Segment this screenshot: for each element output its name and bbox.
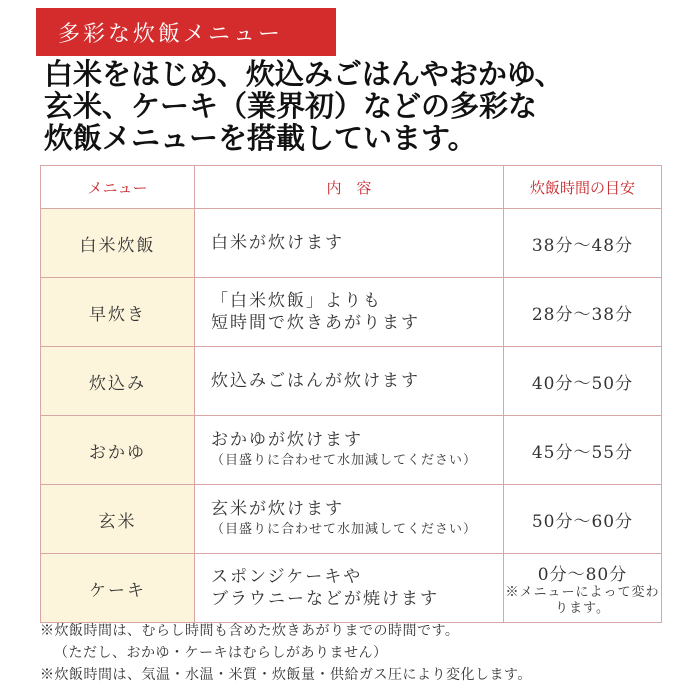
table-row — [41, 416, 662, 485]
content-sub: 短時間で炊きあがります — [211, 313, 420, 333]
menu-name: 炊込み — [41, 347, 195, 416]
table-row — [41, 278, 662, 347]
table-row — [41, 209, 662, 278]
footnotes — [40, 620, 690, 686]
content-sub: ブラウニーなどが焼けます — [211, 589, 439, 609]
headline-line: 玄米、ケーキ（業界初）などの多彩な — [44, 89, 538, 123]
menu-name: 玄米 — [41, 485, 195, 554]
menu-time: 38分～48分 — [504, 209, 662, 278]
header-time: 炊飯時間の目安 — [504, 166, 662, 209]
content-main: 玄米が炊けます — [211, 499, 344, 519]
headline — [44, 58, 684, 154]
menu-name: 早炊き — [41, 278, 195, 347]
time-note: ※メニューによって変わります。 — [505, 584, 660, 616]
content-sub: （目盛りに合わせて水加減してください） — [211, 522, 478, 537]
menu-name: ケーキ — [41, 554, 195, 623]
menu-content — [195, 554, 504, 623]
menu-content — [195, 209, 504, 278]
menu-name: おかゆ — [41, 416, 195, 485]
content-sub: （目盛りに合わせて水加減してください） — [211, 453, 478, 468]
menu-content — [195, 347, 504, 416]
table-row — [41, 347, 662, 416]
table-header-row — [41, 166, 662, 209]
headline-line: 炊飯メニューを搭載しています。 — [44, 121, 477, 155]
content-main: 炊込みごはんが炊けます — [211, 371, 420, 391]
table-row — [41, 554, 662, 623]
menu-time — [504, 554, 662, 623]
time-main: 0分～80分 — [537, 564, 628, 585]
banner-title: 多彩な炊飯メニュー — [58, 21, 284, 47]
menu-time: 50分～60分 — [504, 485, 662, 554]
content-main: 白米が炊けます — [211, 233, 344, 253]
content-main: スポンジケーキや — [211, 567, 363, 587]
menu-name: 白米炊飯 — [41, 209, 195, 278]
footnote: ※炊飯時間は、むらし時間も含めた炊きあがりまでの時間です。 — [40, 623, 460, 639]
headline-line: 白米をはじめ、炊込みごはんやおかゆ、 — [44, 57, 564, 91]
header-menu: メニュー — [41, 166, 195, 209]
menu-content — [195, 416, 504, 485]
menu-table — [40, 165, 662, 623]
menu-time: 40分～50分 — [504, 347, 662, 416]
footnote: （ただし、おかゆ・ケーキはむらしがありません） — [54, 645, 388, 661]
content-main: 「白米炊飯」よりも — [211, 291, 382, 311]
header-content: 内 容 — [195, 166, 504, 209]
content-main: おかゆが炊けます — [211, 430, 363, 450]
section-banner — [36, 8, 336, 56]
menu-time: 28分～38分 — [504, 278, 662, 347]
menu-time: 45分～55分 — [504, 416, 662, 485]
menu-content — [195, 278, 504, 347]
menu-content — [195, 485, 504, 554]
footnote: ※炊飯時間は、気温・水温・米質・炊飯量・供給ガス圧により変化します。 — [40, 667, 532, 683]
table-row — [41, 485, 662, 554]
